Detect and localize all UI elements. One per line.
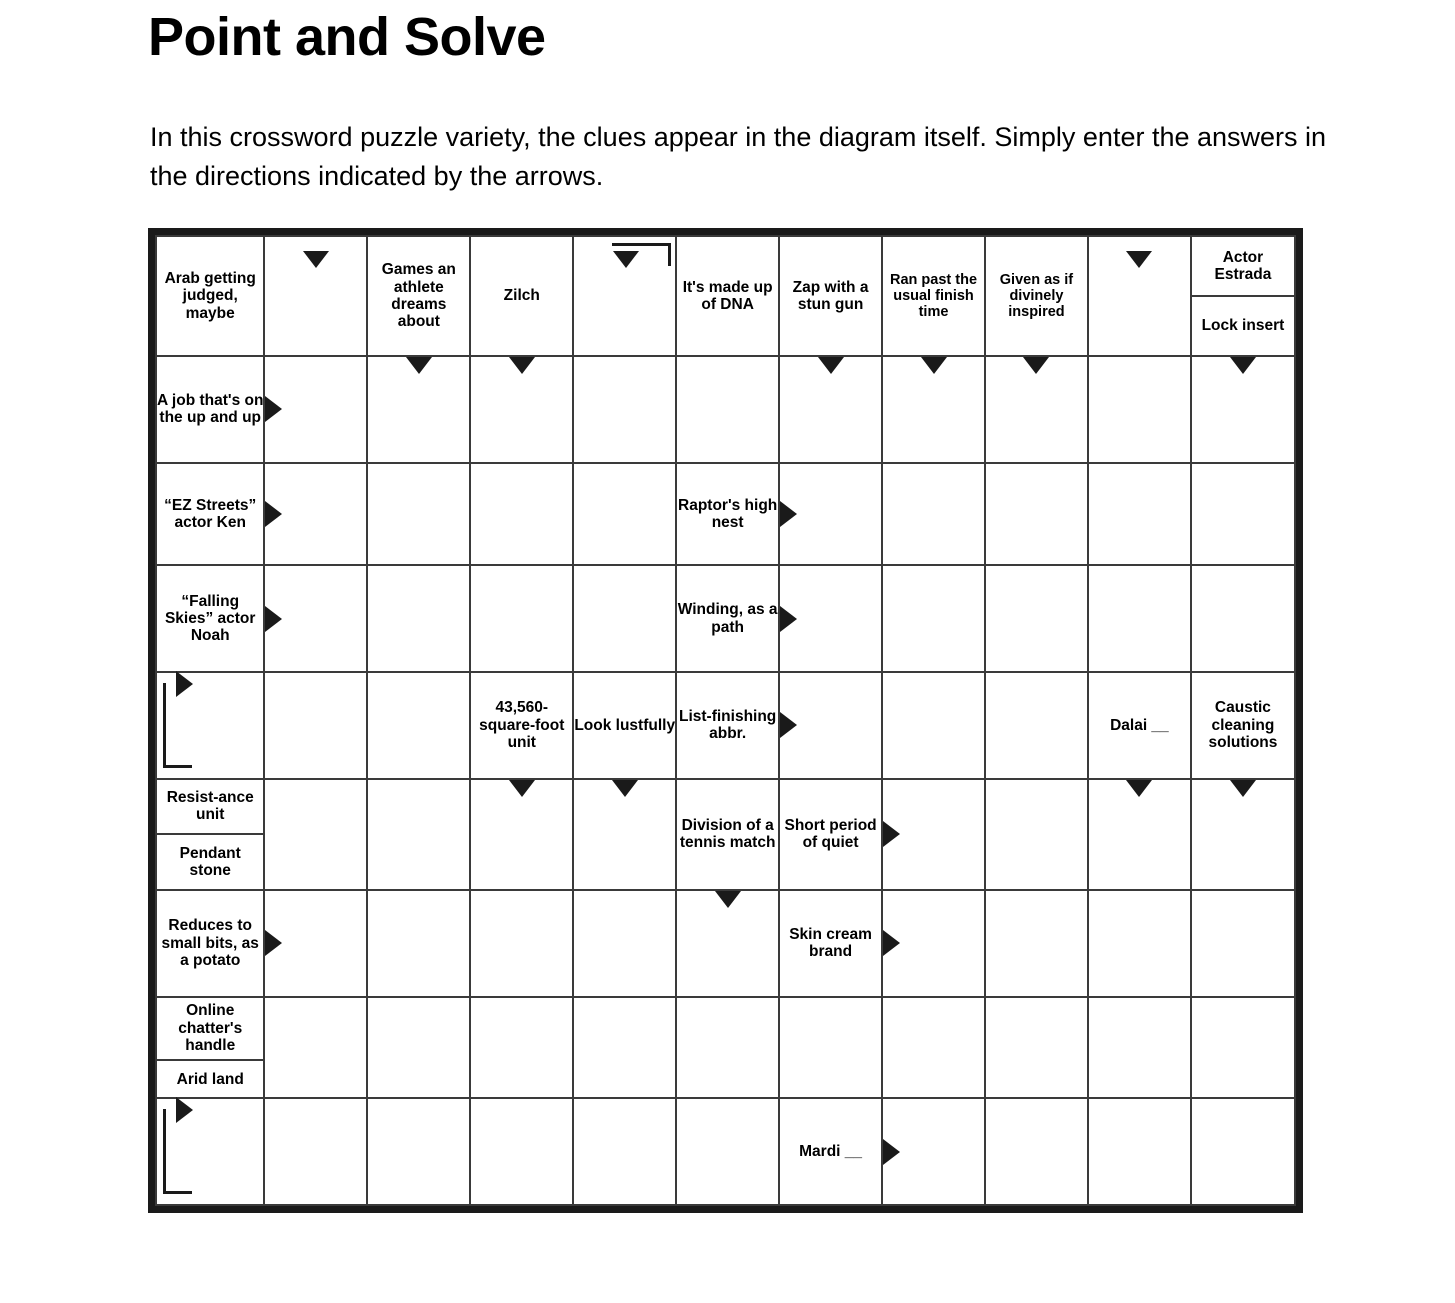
clue-cell-reduces-potato[interactable] bbox=[156, 890, 264, 997]
grid-row bbox=[156, 565, 1295, 672]
clue-cell-raptors-nest[interactable] bbox=[676, 463, 779, 566]
clue-text-resistance-unit: Resist-ance unit bbox=[166, 789, 254, 824]
clue-text: A job that's on the up and up bbox=[157, 392, 264, 427]
clue-text: Dalai __ bbox=[1110, 716, 1169, 734]
arrow-down-icon bbox=[818, 357, 844, 374]
clue-cell-ran-past-usual[interactable] bbox=[882, 236, 985, 356]
arrow-down-icon bbox=[406, 357, 432, 374]
answer-cell[interactable] bbox=[676, 997, 779, 1099]
answer-cell[interactable] bbox=[985, 997, 1088, 1099]
clue-text: “Falling Skies” actor Noah bbox=[164, 592, 256, 645]
answer-cell[interactable] bbox=[573, 890, 676, 997]
answer-cell[interactable] bbox=[573, 236, 676, 356]
answer-cell[interactable] bbox=[1191, 565, 1295, 672]
arrow-right-icon bbox=[883, 1139, 900, 1165]
clue-text: Reduces to small bits, as a potato bbox=[161, 917, 259, 969]
clue-text: It's made up of DNA bbox=[682, 278, 773, 314]
arrow-right-icon bbox=[780, 501, 797, 527]
clue-text: Raptor's high nest bbox=[678, 496, 778, 532]
clue-text: Zap with a stun gun bbox=[792, 278, 869, 314]
clue-text-pendant-stone: Pendant stone bbox=[157, 833, 263, 889]
answer-cell[interactable] bbox=[676, 356, 779, 463]
clue-text: Skin cream brand bbox=[789, 925, 872, 961]
answer-cell[interactable] bbox=[573, 997, 676, 1099]
hook-line bbox=[163, 1109, 192, 1194]
clue-cell-falling-skies[interactable] bbox=[156, 565, 264, 672]
answer-cell[interactable] bbox=[985, 565, 1088, 672]
clue-cell-look-lustfully[interactable] bbox=[573, 672, 676, 779]
clue-cell-made-up-of-dna[interactable] bbox=[676, 236, 779, 356]
clue-cell-resistance-pendant[interactable] bbox=[156, 779, 264, 890]
answer-cell[interactable] bbox=[573, 463, 676, 566]
arrow-down-icon bbox=[612, 780, 638, 797]
crossword-grid bbox=[148, 228, 1303, 1213]
answer-cell[interactable] bbox=[676, 1098, 779, 1205]
clue-cell-list-finishing-abbr[interactable] bbox=[676, 672, 779, 779]
answer-cell[interactable] bbox=[882, 565, 985, 672]
clue-text: Given as if divinely inspired bbox=[999, 271, 1074, 321]
clue-cell-zap-stun-gun[interactable] bbox=[779, 236, 882, 356]
answer-cell[interactable] bbox=[367, 890, 470, 997]
answer-cell[interactable] bbox=[367, 565, 470, 672]
answer-cell[interactable] bbox=[264, 672, 367, 779]
arrow-right-icon bbox=[780, 712, 797, 738]
grid-row bbox=[156, 356, 1295, 463]
clue-cell-winding-path[interactable] bbox=[676, 565, 779, 672]
answer-cell[interactable] bbox=[470, 1098, 573, 1205]
answer-cell[interactable] bbox=[1088, 1098, 1191, 1205]
answer-cell[interactable] bbox=[985, 463, 1088, 566]
arrow-right-icon bbox=[883, 821, 900, 847]
clue-text: Arab getting judged, maybe bbox=[164, 270, 256, 322]
clue-cell-given-divinely[interactable] bbox=[985, 236, 1088, 356]
clue-cell-online-handle-arid-land[interactable] bbox=[156, 997, 264, 1099]
clue-cell-games-athlete[interactable] bbox=[367, 236, 470, 356]
grid-row bbox=[156, 672, 1295, 779]
clue-text: Games an athlete dreams about bbox=[381, 261, 456, 331]
hook-line bbox=[163, 683, 192, 768]
arrow-right-icon bbox=[265, 606, 282, 632]
grid-row bbox=[156, 236, 1295, 356]
clue-cell-short-quiet[interactable] bbox=[779, 779, 882, 890]
arrow-right-icon bbox=[883, 930, 900, 956]
answer-cell[interactable] bbox=[264, 997, 367, 1099]
clue-text: “EZ Streets” actor Ken bbox=[164, 496, 257, 532]
clue-cell-acre-unit[interactable] bbox=[470, 672, 573, 779]
arrow-down-icon bbox=[1126, 251, 1152, 268]
clue-cell-caustic-cleaning[interactable] bbox=[1191, 672, 1295, 779]
grid-row bbox=[156, 1098, 1295, 1205]
arrow-down-icon bbox=[1126, 780, 1152, 797]
answer-cell-start-hook[interactable] bbox=[156, 672, 264, 779]
clue-text: 43,560-square-foot unit bbox=[479, 699, 565, 751]
answer-cell[interactable] bbox=[470, 463, 573, 566]
answer-cell[interactable] bbox=[470, 565, 573, 672]
answer-cell[interactable] bbox=[985, 1098, 1088, 1205]
arrow-down-icon bbox=[1023, 357, 1049, 374]
clue-cell-job-up-and-up[interactable] bbox=[156, 356, 264, 463]
arrow-right-icon bbox=[176, 1097, 193, 1123]
arrow-down-icon bbox=[1230, 357, 1256, 374]
clue-text: Ran past the usual finish time bbox=[890, 271, 978, 321]
answer-cell[interactable] bbox=[882, 997, 985, 1099]
clue-text: Short period of quiet bbox=[784, 816, 877, 852]
clue-cell-zilch[interactable] bbox=[470, 236, 573, 356]
instructions-text: In this crossword puzzle variety, the clues appear in the diagram itself. Simply enter the answers in the directions indicated by the arrows. bbox=[150, 122, 1327, 192]
answer-cell[interactable] bbox=[1088, 236, 1191, 356]
arrow-down-icon bbox=[303, 251, 329, 268]
clue-cell-estrada-lock[interactable] bbox=[1191, 236, 1295, 356]
grid-row bbox=[156, 463, 1295, 566]
clue-text-arid-land: Arid land bbox=[157, 1059, 263, 1097]
answer-cell[interactable] bbox=[1088, 997, 1191, 1099]
arrow-right-icon bbox=[265, 396, 282, 422]
grid-row bbox=[156, 997, 1295, 1099]
answer-cell[interactable] bbox=[264, 236, 367, 356]
clue-text: Division of a tennis match bbox=[679, 816, 776, 852]
answer-cell[interactable] bbox=[882, 672, 985, 779]
answer-cell[interactable] bbox=[367, 997, 470, 1099]
answer-cell[interactable] bbox=[367, 463, 470, 566]
answer-cell[interactable] bbox=[1088, 565, 1191, 672]
answer-cell[interactable] bbox=[367, 1098, 470, 1205]
answer-cell-start-hook[interactable] bbox=[156, 1098, 264, 1205]
answer-cell[interactable] bbox=[367, 779, 470, 890]
answer-cell[interactable] bbox=[573, 565, 676, 672]
answer-cell[interactable] bbox=[470, 997, 573, 1099]
answer-cell[interactable] bbox=[985, 672, 1088, 779]
arrow-down-icon bbox=[509, 780, 535, 797]
clue-cell-dalai[interactable] bbox=[1088, 672, 1191, 779]
stacked-clues bbox=[1192, 237, 1294, 355]
clue-text: Caustic cleaning solutions bbox=[1208, 699, 1278, 751]
clue-text-online-handle: Online chatter's handle bbox=[178, 1002, 243, 1055]
answer-cell[interactable] bbox=[264, 779, 367, 890]
clue-text: Mardi __ bbox=[799, 1142, 863, 1160]
arrow-right-icon bbox=[265, 501, 282, 527]
answer-cell[interactable] bbox=[1088, 890, 1191, 997]
answer-cell[interactable] bbox=[1088, 356, 1191, 463]
arrow-down-icon bbox=[715, 891, 741, 908]
clue-cell-ez-streets[interactable] bbox=[156, 463, 264, 566]
answer-cell[interactable] bbox=[264, 1098, 367, 1205]
clue-cell-tennis-division[interactable] bbox=[676, 779, 779, 890]
stacked-clues bbox=[157, 780, 263, 889]
clue-cell-skin-cream[interactable] bbox=[779, 890, 882, 997]
answer-cell[interactable] bbox=[1191, 997, 1295, 1099]
grid-row bbox=[156, 779, 1295, 890]
answer-cell[interactable] bbox=[470, 890, 573, 997]
clue-cell-arab-getting-judged[interactable] bbox=[156, 236, 264, 356]
page-title: Point and Solve bbox=[148, 7, 546, 67]
arrow-right-icon bbox=[780, 606, 797, 632]
answer-cell[interactable] bbox=[985, 779, 1088, 890]
answer-cell[interactable] bbox=[1191, 1098, 1295, 1205]
arrow-down-icon bbox=[921, 357, 947, 374]
clue-text-lock-insert: Lock insert bbox=[1192, 295, 1294, 355]
clue-text-actor-estrada: Actor Estrada bbox=[1214, 248, 1272, 284]
clue-text: Look lustfully bbox=[574, 716, 676, 734]
answer-cell[interactable] bbox=[985, 890, 1088, 997]
answer-cell[interactable] bbox=[779, 997, 882, 1099]
answer-cell[interactable] bbox=[367, 672, 470, 779]
clue-cell-mardi[interactable] bbox=[779, 1098, 882, 1205]
answer-cell[interactable] bbox=[1088, 463, 1191, 566]
answer-cell[interactable] bbox=[573, 1098, 676, 1205]
stacked-clues bbox=[157, 998, 263, 1098]
arrow-down-icon bbox=[613, 251, 639, 268]
answer-cell[interactable] bbox=[1191, 890, 1295, 997]
arrow-down-icon bbox=[509, 357, 535, 374]
clue-text: Winding, as a path bbox=[677, 601, 778, 636]
clue-text: Zilch bbox=[503, 287, 540, 305]
answer-cell[interactable] bbox=[1191, 463, 1295, 566]
arrow-right-icon bbox=[176, 671, 193, 697]
arrow-right-icon bbox=[265, 930, 282, 956]
answer-cell[interactable] bbox=[882, 463, 985, 566]
answer-cell[interactable] bbox=[573, 356, 676, 463]
arrow-down-icon bbox=[1230, 780, 1256, 797]
clue-text: List-finishing abbr. bbox=[678, 707, 777, 743]
